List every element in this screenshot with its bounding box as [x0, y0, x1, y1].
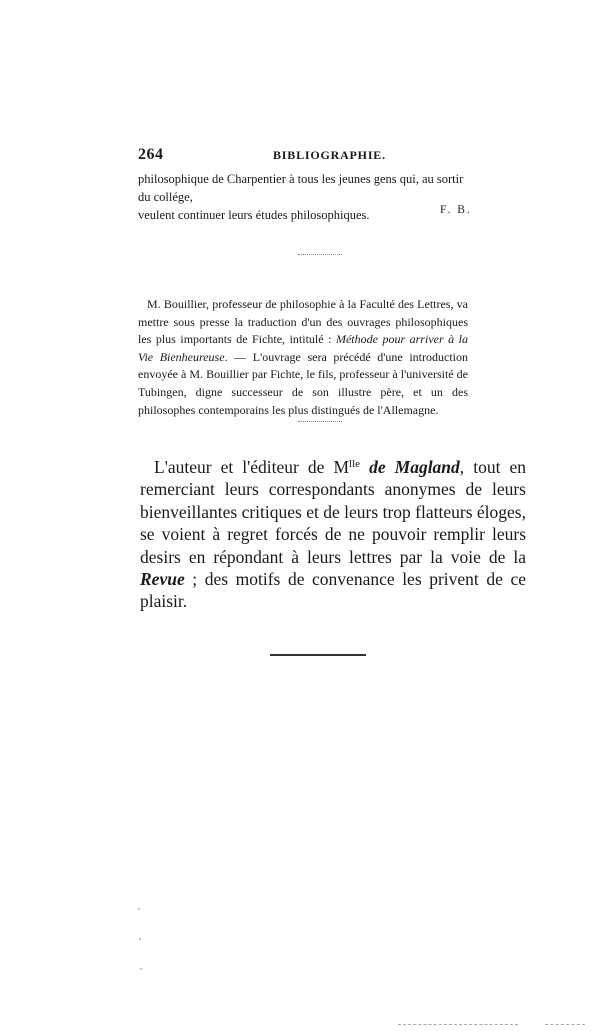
book-title: Méthode pour arriver à la Vie Bienheureuse [138, 332, 469, 364]
magland-announcement [140, 456, 526, 613]
continued-line-1: philosophique de Charpentier à tous les jeunes gens qui, au sortir du collége, [138, 172, 464, 204]
continued-line-2: veulent continuer leurs études philosophiques. [138, 208, 370, 222]
paper-speck [140, 968, 142, 970]
paper-speck [138, 908, 140, 910]
section-separator [298, 421, 342, 423]
end-rule [270, 654, 366, 656]
title-superscript: lle [349, 458, 361, 470]
paper-speck [139, 938, 141, 940]
bottom-edge-marks [545, 1024, 585, 1026]
announcement-paragraph: L'auteur et l'éditeur de $M^{lle}$ de Magland, tout en remerciant leurs correspondants anonymes de leurs bienveillantes critiques et de leurs trop flatteurs éloges, se voient à regret forcés de ne pouvoir remplir leurs desirs en répondant à leurs lettres par la voie de la Revue ; des motifs de convenance les privent de ce plaisir. [140, 457, 526, 612]
continued-paragraph [138, 170, 468, 224]
bouillier-notice [138, 296, 468, 419]
bottom-edge-marks [398, 1024, 518, 1026]
author-signature: F. B. [440, 204, 472, 216]
notice-paragraph: M. Bouillier, professeur de philosophie à la Faculté des Lettres, va mettre sous presse la traduction d'un des ouvrages philosophiques les plus importants de Fichte, intitulé : Méthode pour arriver à la Vie Bienheureuse. — L'ouvrage sera précédé d'une introduction envoyée à M. Bouillier par Fichte, le fils, professeur à l'université de Tubingen, digne successeur de son illustre père, et un des philosophes contemporains les plus distingués de l'Allemagne. [138, 297, 469, 417]
work-title: de Magland [369, 457, 460, 477]
page-number: 264 [138, 146, 164, 163]
section-separator [298, 254, 342, 256]
revue-title: Revue [140, 569, 185, 590]
running-title: BIBLIOGRAPHIE. [273, 148, 386, 162]
running-head [138, 146, 464, 166]
